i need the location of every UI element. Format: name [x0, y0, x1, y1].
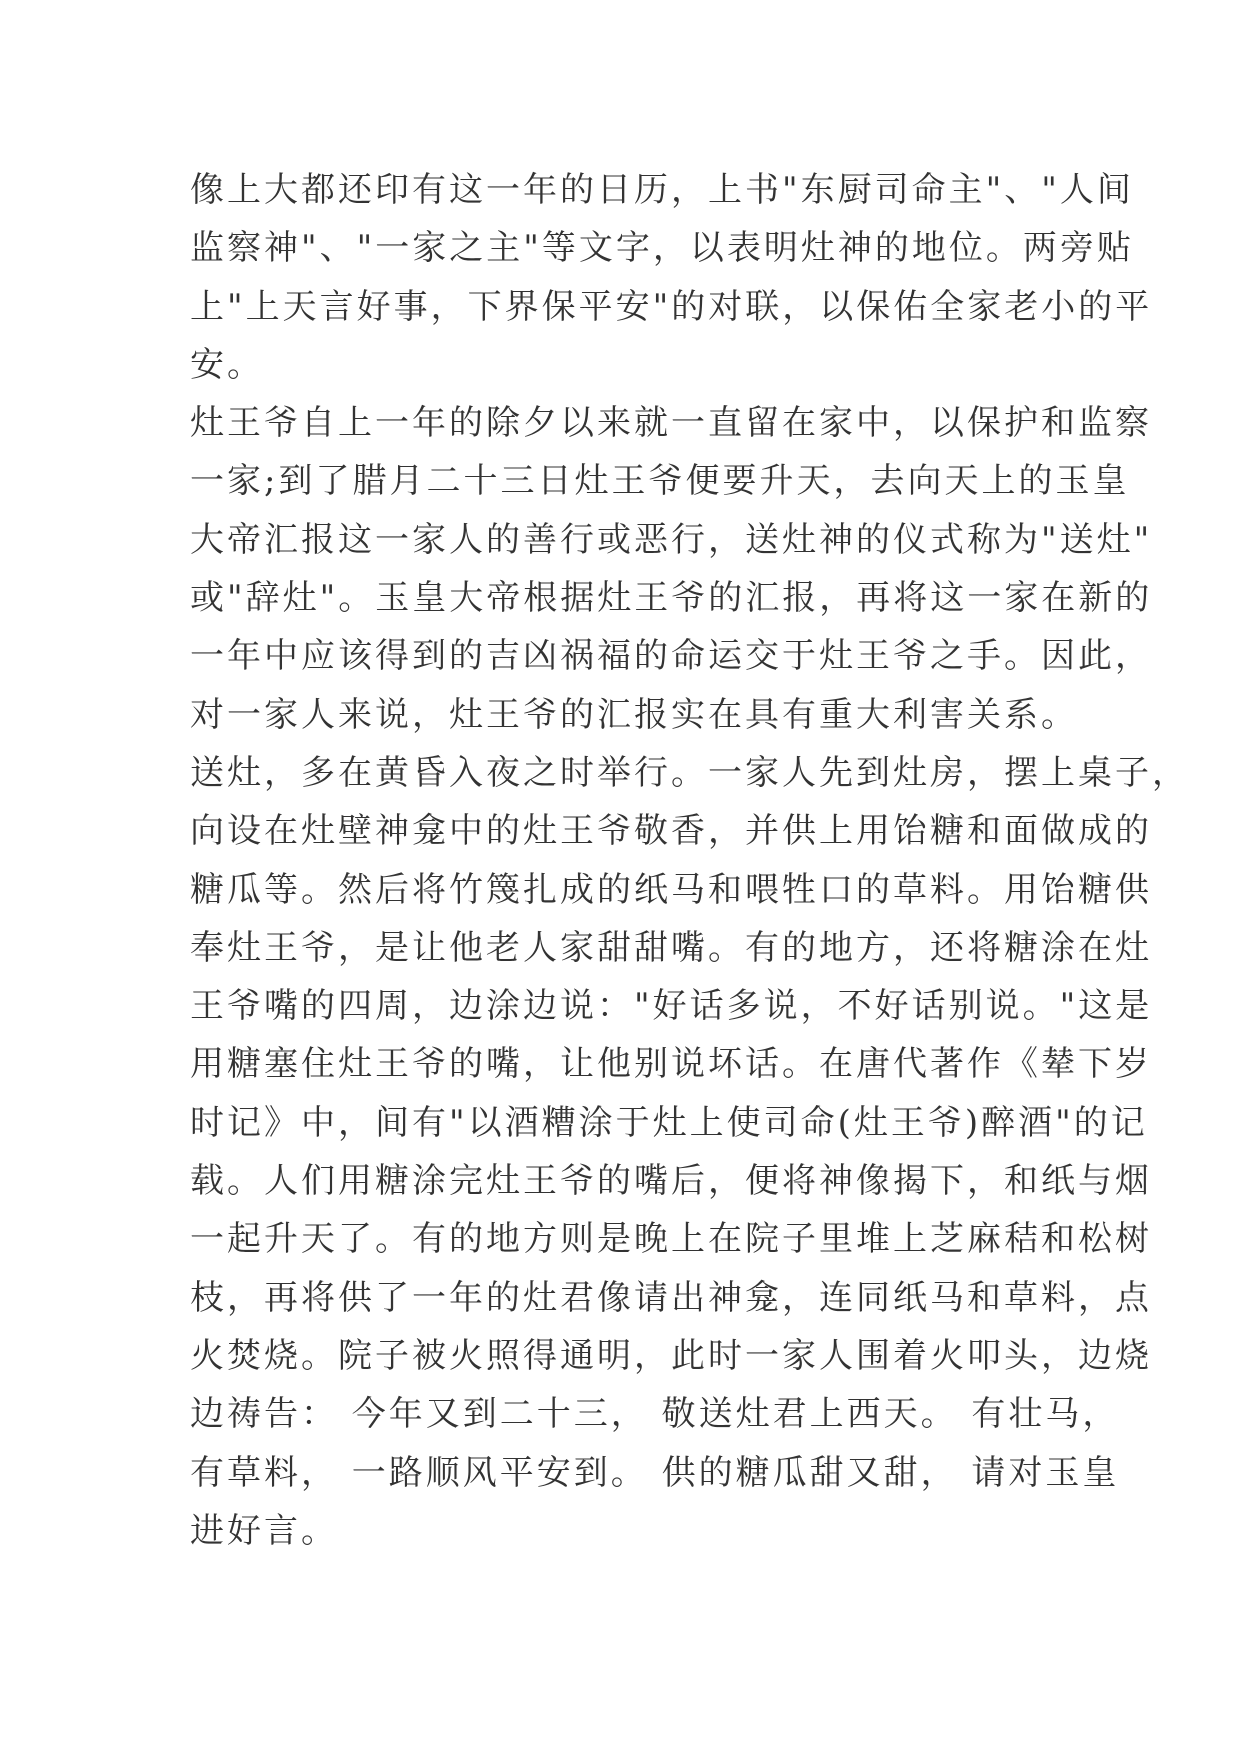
text-line: 大帝汇报这一家人的善行或恶行，送灶神的仪式称为"送灶" [190, 519, 1153, 560]
text-line: 进好言。 [190, 1510, 338, 1551]
text-line: 有草料， 一路顺风平安到。 供的糖瓜甜又甜， 请对玉皇 [190, 1452, 1120, 1493]
text-line: 奉灶王爷，是让他老人家甜甜嘴。有的地方，还将糖涂在灶 [190, 927, 1152, 968]
text-line: 一起升天了。有的地方则是晚上在院子里堆上芝麻秸和松树 [190, 1219, 1152, 1260]
text-line: 送灶，多在黄昏入夜之时举行。一家人先到灶房，摆上桌子， [190, 752, 1189, 793]
text-line: 像上大都还印有这一年的日历，上书"东厨司命主"、"人间 [190, 170, 1134, 210]
text-line: 王爷嘴的四周，边涂边说："好话多说，不好话别说。"这是 [190, 986, 1153, 1027]
text-line: 载。人们用糖涂完灶王爷的嘴后，便将神像揭下，和纸与烟 [190, 1161, 1152, 1202]
text-line: 上"上天言好事，下界保平安"的对联，以保佑全家老小的平 [190, 286, 1153, 327]
text-line: 火焚烧。院子被火照得通明，此时一家人围着火叩头，边烧 [190, 1335, 1152, 1376]
text-line: 一年中应该得到的吉凶祸福的命运交于灶王爷之手。因此， [190, 636, 1152, 677]
body-text [190, 161, 1189, 1560]
text-line: 安。 [190, 344, 264, 385]
text-line: 枝，再将供了一年的灶君像请出神龛，连同纸马和草料，点 [190, 1277, 1152, 1318]
text-line: 灶王爷自上一年的除夕以来就一直留在家中，以保护和监察 [190, 403, 1152, 444]
text-line: 用糖塞住灶王爷的嘴，让他别说坏话。在唐代著作《辇下岁 [190, 1044, 1152, 1085]
text-line: 时记》中，间有"以酒糟涂于灶上使司命(灶王爷)醉酒"的记 [190, 1102, 1148, 1143]
text-line: 对一家人来说，灶王爷的汇报实在具有重大利害关系。 [190, 694, 1078, 735]
text-line: 向设在灶壁神龛中的灶王爷敬香，并供上用饴糖和面做成的 [190, 811, 1152, 852]
text-line: 一家;到了腊月二十三日灶王爷便要升天，去向天上的玉皇 [190, 461, 1130, 502]
text-line: 糖瓜等。然后将竹篾扎成的纸马和喂牲口的草料。用饴糖供 [190, 869, 1152, 910]
text-line: 边祷告： 今年又到二十三， 敬送灶君上西天。 有壮马， [190, 1394, 1120, 1435]
text-line: 或"辞灶"。玉皇大帝根据灶王爷的汇报，再将这一家在新的 [190, 578, 1153, 619]
text-line: 监察神"、"一家之主"等文字，以表明灶神的地位。两旁贴 [190, 228, 1134, 269]
